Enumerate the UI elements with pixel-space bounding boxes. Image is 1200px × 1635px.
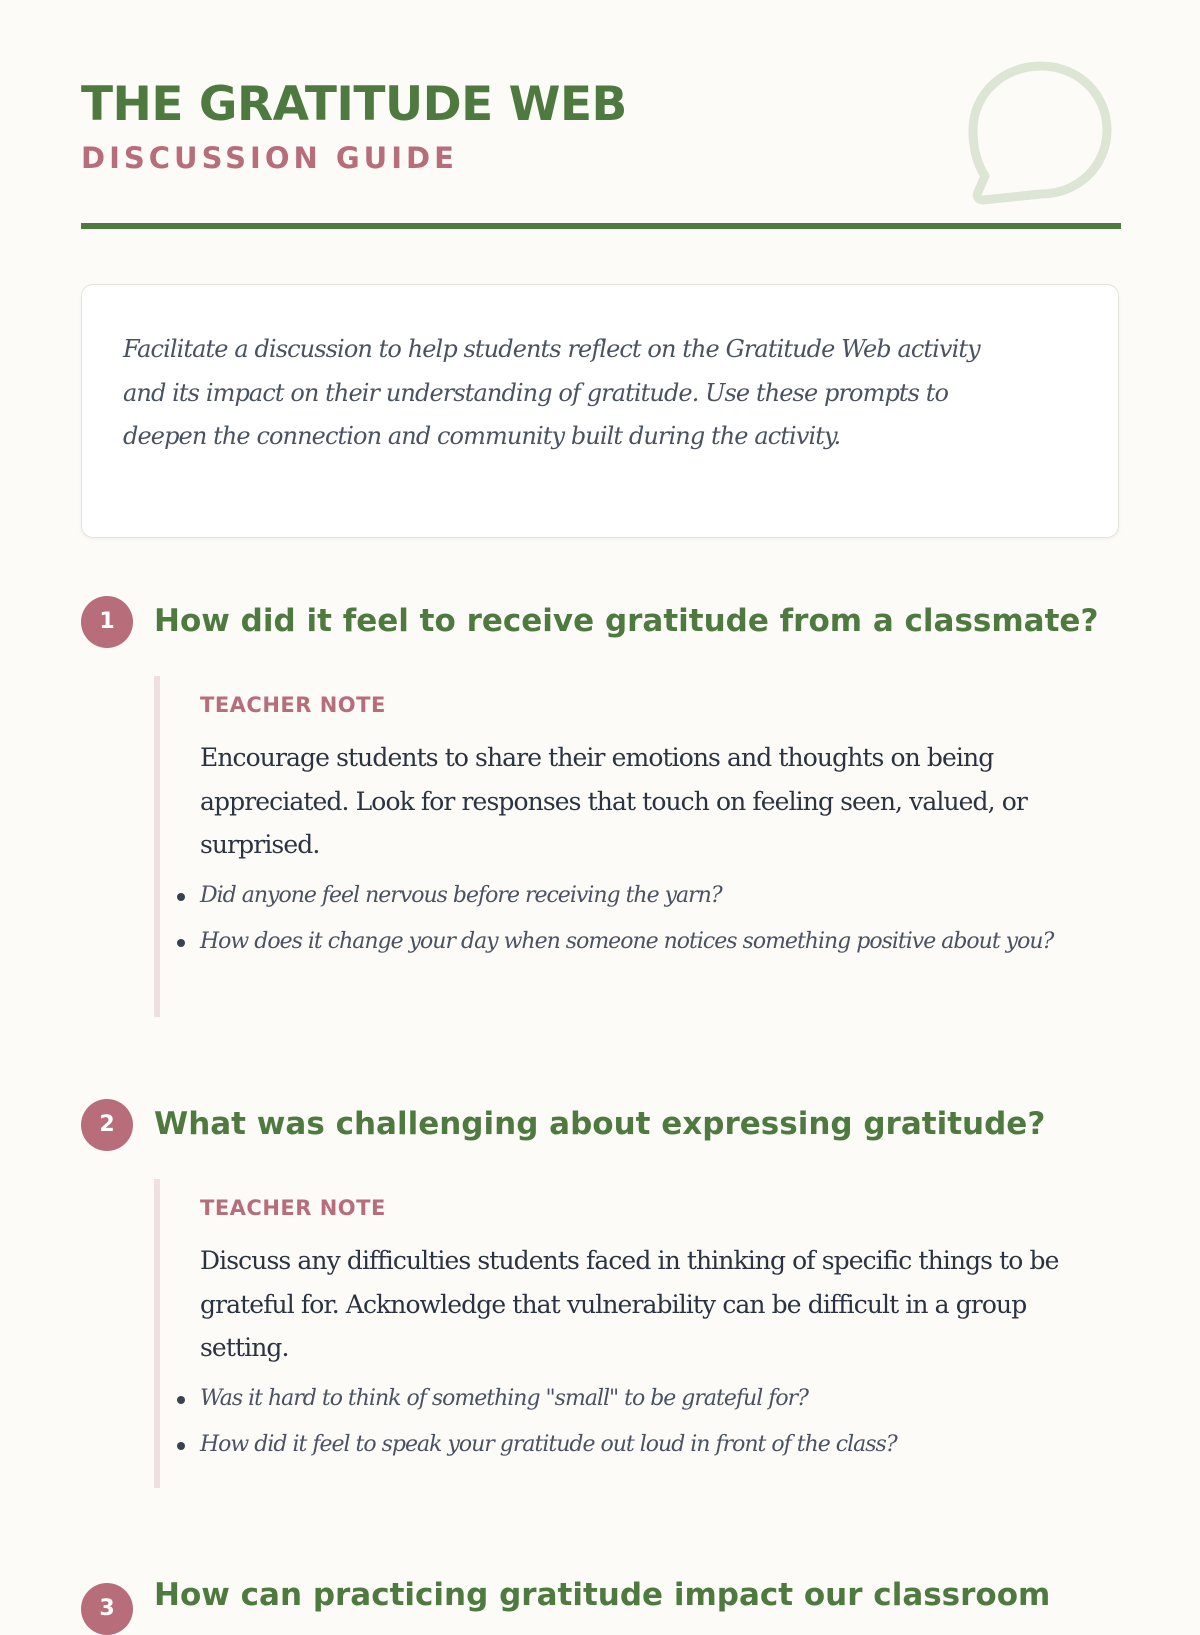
header-divider — [81, 223, 1121, 229]
question-3 — [81, 1577, 1121, 1621]
prompt-item — [160, 1428, 1080, 1461]
question-title: How can practicing gratitude impact our classroom — [154, 1577, 1051, 1613]
prompt-item — [160, 1382, 1080, 1415]
question-title: What was challenging about expressing gratitude? — [154, 1106, 1046, 1142]
question-number-badge: 3 — [81, 1583, 133, 1635]
intro-text: Facilitate a discussion to help students reflect on the Gratitude Web activity and its impact on their understanding of gratitude. Use these prompts to deepen the connection and community built during the activity. — [123, 335, 980, 450]
teacher-note-label: TEACHER NOTE — [200, 1196, 386, 1220]
question-number-badge: 1 — [81, 596, 133, 648]
header — [81, 0, 1121, 232]
teacher-note — [154, 676, 1120, 1017]
page-subtitle: DISCUSSION GUIDE — [81, 141, 458, 175]
question-title: How did it feel to receive gratitude from a classmate? — [154, 603, 1099, 639]
prompt-list — [160, 1382, 1080, 1474]
prompt-text: How does it change your day when someone notices something positive about you? — [200, 929, 1054, 954]
page-title: THE GRATITUDE WEB — [81, 77, 627, 132]
prompt-text: Was it hard to think of something "small" to be grateful for? — [200, 1386, 808, 1411]
bullet-icon — [177, 1396, 185, 1404]
bullet-icon — [177, 939, 185, 947]
prompt-text: Did anyone feel nervous before receiving the yarn? — [200, 883, 722, 908]
intro-card — [81, 284, 1119, 538]
prompt-list — [160, 879, 1080, 971]
teacher-note-text: Encourage students to share their emotions and thoughts on being appreciated. Look for responses that touch on feeling seen, valued, or surprised. — [200, 743, 1027, 859]
teacher-note-text: Discuss any difficulties students faced in thinking of specific things to be grateful for. Acknowledge that vulnerability can be difficult in a group setting. — [200, 1246, 1059, 1362]
teacher-note-label: TEACHER NOTE — [200, 693, 386, 717]
prompt-item — [160, 879, 1080, 912]
prompt-text: How did it feel to speak your gratitude out loud in front of the class? — [200, 1432, 897, 1457]
discussion-guide-page — [81, 0, 1121, 1621]
question-2 — [81, 1099, 1121, 1519]
bullet-icon — [177, 893, 185, 901]
prompt-item — [160, 925, 1080, 958]
question-number-badge: 2 — [81, 1099, 133, 1151]
speech-bubble-icon — [965, 58, 1117, 210]
bullet-icon — [177, 1442, 185, 1450]
question-1 — [81, 596, 1121, 1026]
teacher-note — [154, 1179, 1120, 1488]
